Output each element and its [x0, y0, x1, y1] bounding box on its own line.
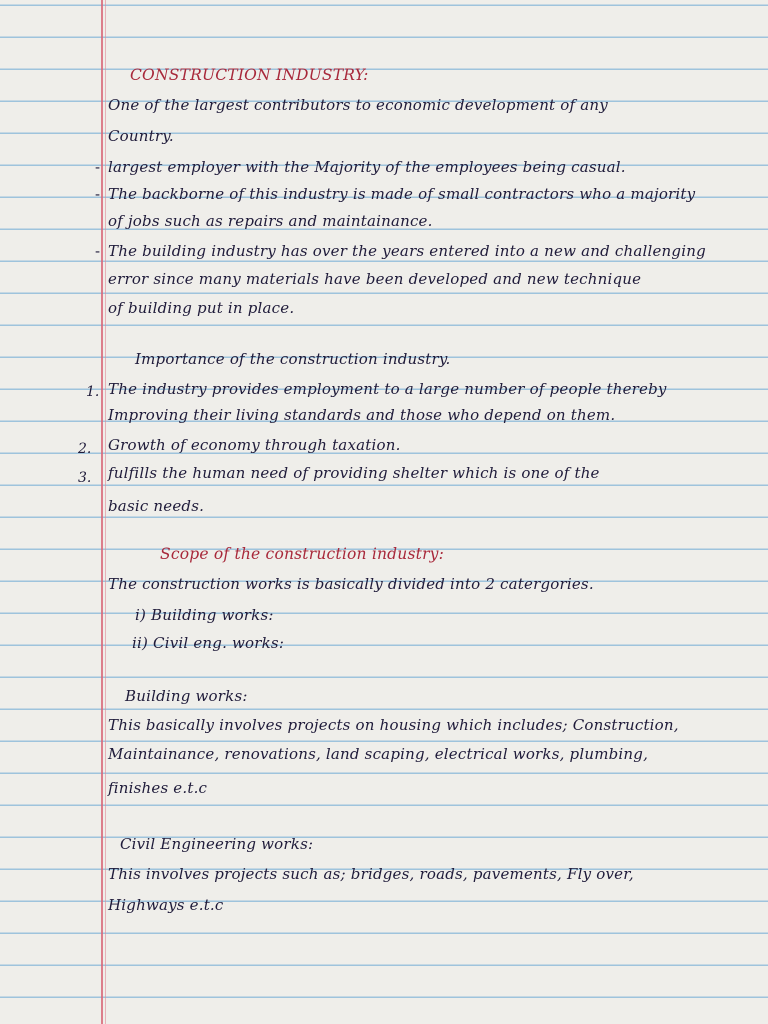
text-line: The building industry has over the years entered into a new and challenging	[108, 242, 706, 260]
text-line: finishes e.t.c	[108, 779, 208, 797]
list-number: 1.	[86, 384, 100, 400]
dash-bullet: -	[95, 242, 101, 260]
text-line: error since many materials have been developed and new technique	[108, 270, 642, 288]
heading-construction-industry: CONSTRUCTION INDUSTRY:	[130, 66, 369, 84]
heading-scope: Scope of the construction industry:	[160, 545, 445, 563]
dash-bullet: -	[95, 185, 101, 203]
text-line: i) Building works:	[135, 606, 274, 624]
text-line: One of the largest contributors to economic development of any	[108, 96, 608, 114]
text-line: Growth of economy through taxation.	[108, 436, 401, 454]
text-line: ii) Civil eng. works:	[132, 634, 285, 652]
list-number: 3.	[78, 470, 92, 486]
margin-line-secondary	[105, 0, 106, 1024]
text-line: The industry provides employment to a large number of people thereby	[108, 380, 667, 398]
margin-line	[101, 0, 103, 1024]
text-line: fulfills the human need of providing shelter which is one of the	[108, 464, 600, 482]
list-number: 2.	[78, 441, 92, 457]
text-line: of building put in place.	[108, 299, 295, 317]
text-line: basic needs.	[108, 497, 205, 515]
text-line: This involves projects such as; bridges, roads, pavements, Fly over,	[108, 865, 634, 883]
heading-civil-engineering: Civil Engineering works:	[120, 835, 314, 853]
text-line: Improving their living standards and those who depend on them.	[108, 406, 616, 424]
text-line: largest employer with the Majority of the employees being casual.	[108, 158, 626, 176]
text-line: Maintainance, renovations, land scaping, electrical works, plumbing,	[108, 745, 649, 763]
text-line: Country.	[108, 127, 174, 145]
text-line: The backborne of this industry is made of small contractors who a majority	[108, 185, 696, 203]
heading-importance: Importance of the construction industry.	[135, 350, 451, 368]
text-line: Highways e.t.c	[108, 896, 224, 914]
text-line: This basically involves projects on housing which includes; Construction,	[108, 716, 679, 734]
dash-bullet: -	[95, 158, 101, 176]
text-line: The construction works is basically divided into 2 catergories.	[108, 575, 594, 593]
text-line: of jobs such as repairs and maintainance.	[108, 212, 433, 230]
heading-building-works: Building works:	[125, 687, 248, 705]
